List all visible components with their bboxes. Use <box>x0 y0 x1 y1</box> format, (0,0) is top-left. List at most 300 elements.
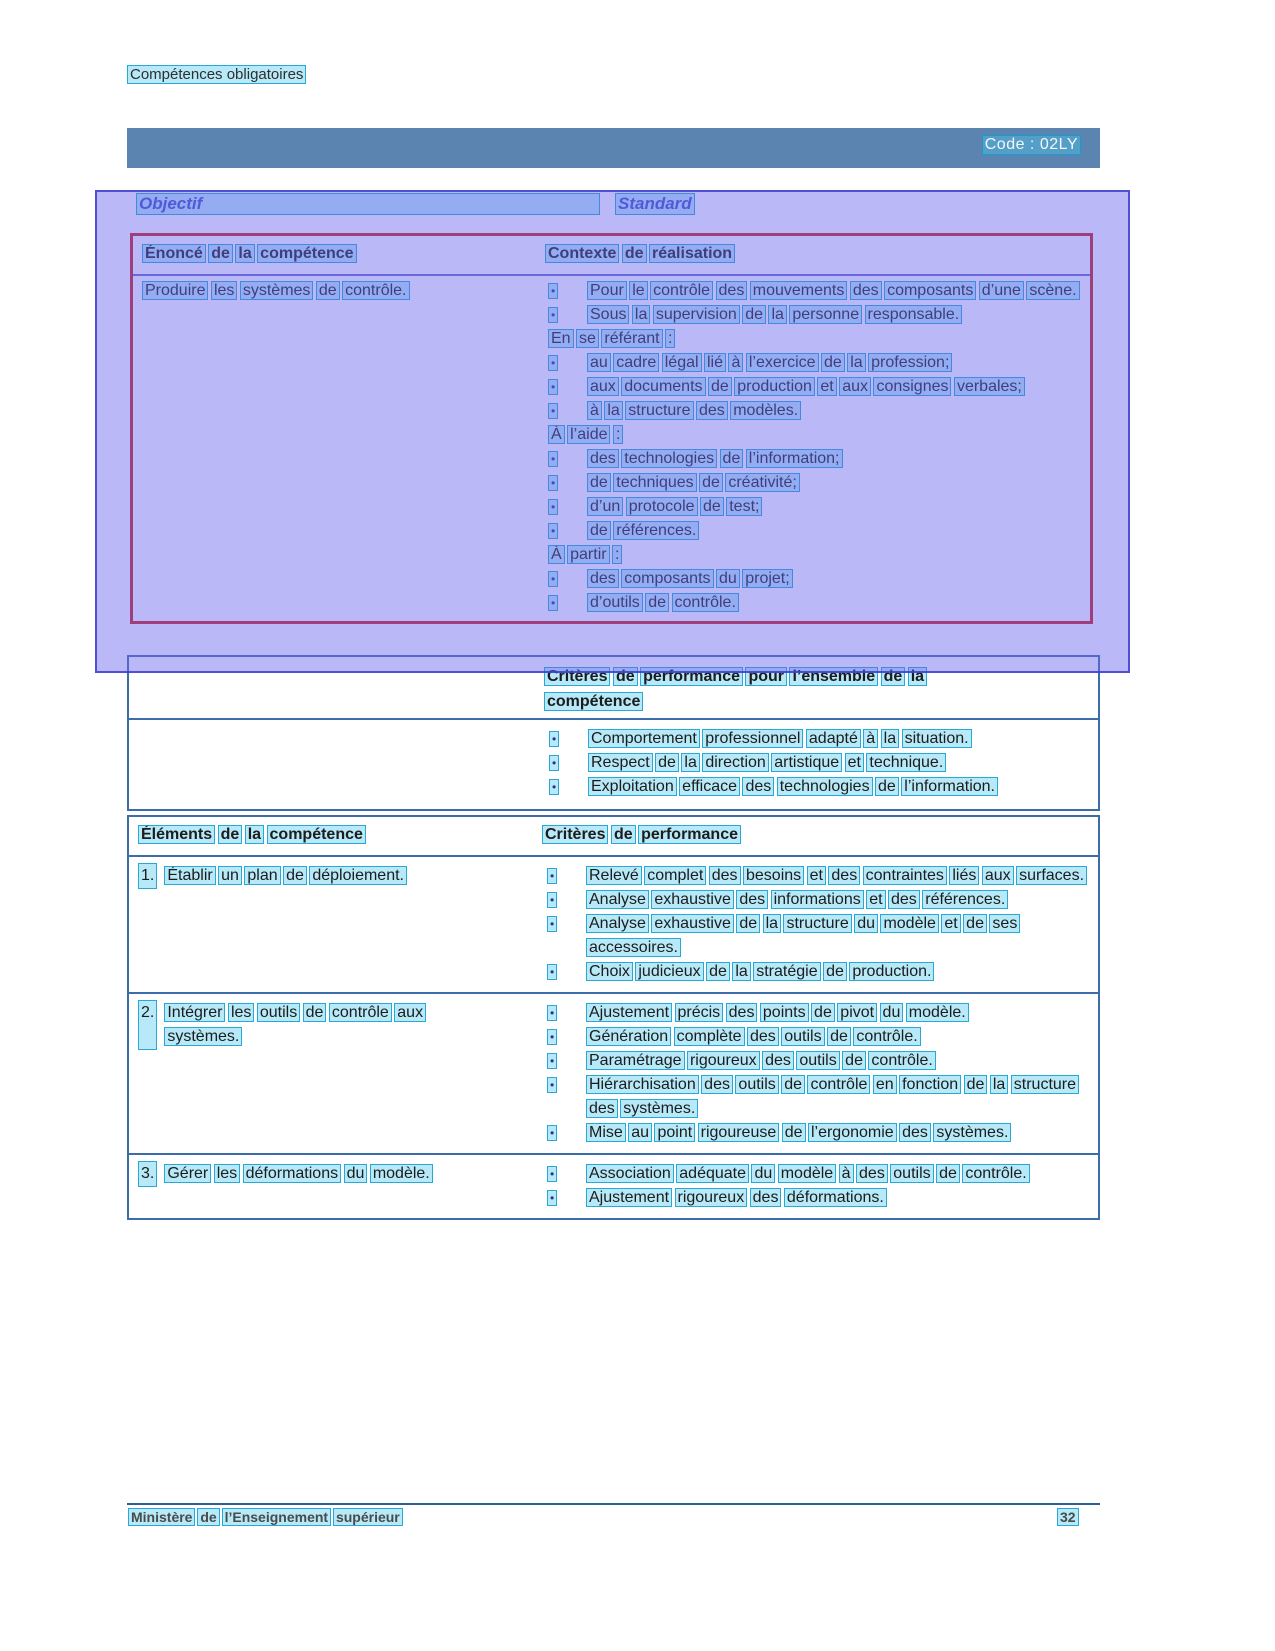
bullet-icon: • <box>551 308 556 322</box>
word-highlight: situation. <box>904 730 969 747</box>
code-label: Code : 02LY <box>984 136 1078 153</box>
word-highlight: contrôle <box>810 1076 868 1093</box>
bullet-icon: • <box>551 380 556 394</box>
table1-col1-header <box>143 245 356 262</box>
word-highlight: technique. <box>869 754 944 771</box>
context-text <box>588 351 1082 375</box>
word-highlight: Choix <box>589 963 630 980</box>
word-highlight: compétence <box>547 693 641 710</box>
word-highlight: composants <box>887 282 974 299</box>
competence-statement <box>143 279 538 303</box>
criteria-item <box>129 727 1098 751</box>
bullet-icon: • <box>551 356 556 370</box>
table-row <box>129 1153 1098 1218</box>
word-highlight: des <box>765 1052 791 1069</box>
word-highlight: Contexte <box>548 245 617 262</box>
word-highlight: de <box>739 915 758 932</box>
element-text <box>165 1162 497 1186</box>
word-highlight: la <box>910 668 925 685</box>
criteria-text <box>587 1186 1088 1210</box>
criteria-text <box>587 864 1088 888</box>
word-highlight: contrôle. <box>871 1052 933 1069</box>
word-highlight: Éléments <box>141 826 213 843</box>
word-highlight: point <box>657 1124 693 1141</box>
word-highlight: l’aide <box>570 426 608 443</box>
word-highlight: de <box>845 1052 863 1069</box>
word-highlight: en <box>875 1076 894 1093</box>
title-bar <box>127 128 1100 168</box>
word-highlight: et <box>869 891 883 908</box>
word-highlight: de <box>658 754 676 771</box>
element-text <box>165 1001 497 1049</box>
word-highlight: contrôle. <box>856 1028 918 1045</box>
word-highlight: Hiérarchisation <box>589 1076 696 1093</box>
criteria-item <box>537 1001 1088 1025</box>
word-highlight: de <box>220 826 240 843</box>
word-highlight: protocole <box>628 498 695 515</box>
criteria-item <box>537 864 1088 888</box>
word-highlight: Respect <box>591 754 650 771</box>
word-highlight: surfaces. <box>1019 867 1085 884</box>
word-highlight: des <box>728 1004 755 1021</box>
context-item <box>538 567 1082 591</box>
word-highlight: partir <box>570 546 607 563</box>
bullet-icon: • <box>551 524 556 538</box>
word-highlight: du <box>754 1165 773 1182</box>
word-highlight: de <box>966 1076 985 1093</box>
word-highlight: documents <box>624 378 703 395</box>
word-highlight: mouvements <box>752 282 845 299</box>
bullet-icon: • <box>550 1006 555 1020</box>
word-highlight: consignes <box>876 378 949 395</box>
word-highlight: de <box>318 282 337 299</box>
context-text <box>549 423 1082 447</box>
word-highlight: exhaustive <box>654 915 731 932</box>
context-item <box>538 399 1082 423</box>
word-highlight: artistique <box>774 754 840 771</box>
word-highlight: références. <box>616 522 697 539</box>
bullet-icon: • <box>550 1191 555 1205</box>
element-number: 2. <box>139 1001 156 1049</box>
word-highlight: du <box>882 1004 901 1021</box>
word-highlight: la <box>765 915 779 932</box>
word-highlight: des <box>739 891 766 908</box>
criteria-text <box>589 751 1098 775</box>
word-highlight: des <box>718 282 745 299</box>
element-number: 3. <box>139 1162 156 1186</box>
criteria-text <box>587 960 1088 984</box>
word-highlight: fonction <box>902 1076 959 1093</box>
word-highlight: technologies <box>779 778 870 795</box>
word-highlight: ses <box>992 915 1018 932</box>
word-highlight: Ajustement <box>589 1189 670 1206</box>
word-highlight: direction <box>705 754 766 771</box>
word-highlight: de <box>590 474 608 491</box>
word-highlight: du <box>857 915 875 932</box>
word-highlight: à <box>866 730 876 747</box>
criteria-item <box>537 1073 1088 1121</box>
word-highlight: systèmes. <box>167 1028 240 1045</box>
word-highlight: performance <box>643 668 740 685</box>
bullet-icon: • <box>550 1030 555 1044</box>
word-highlight: de <box>784 1124 803 1141</box>
bullet-icon: • <box>551 572 556 586</box>
context-item <box>538 351 1082 375</box>
word-highlight: de <box>883 668 903 685</box>
word-highlight: à <box>731 354 741 371</box>
word-highlight: Intégrer <box>167 1004 223 1021</box>
word-highlight: supervision <box>655 306 737 323</box>
word-highlight: liés <box>952 867 977 884</box>
word-highlight: technologies <box>624 450 715 467</box>
word-highlight: Analyse <box>589 891 646 908</box>
criteria-text <box>587 1073 1088 1121</box>
word-highlight: modèle. <box>372 1165 430 1182</box>
word-highlight: scène. <box>1029 282 1077 299</box>
criteria-text <box>589 727 1098 751</box>
word-highlight: de <box>613 826 633 843</box>
bullet-icon: • <box>551 452 556 466</box>
word-highlight: outils <box>799 1052 837 1069</box>
word-highlight: de <box>823 354 842 371</box>
bullet-icon: • <box>551 404 556 418</box>
word-highlight: des <box>590 570 616 587</box>
context-item <box>538 423 1082 447</box>
word-highlight: des <box>698 402 725 419</box>
context-text <box>588 567 1082 591</box>
context-item <box>538 519 1082 543</box>
element-text <box>165 864 497 888</box>
word-highlight: Association <box>589 1165 671 1182</box>
context-text <box>588 519 1082 543</box>
word-highlight: pivot <box>840 1004 875 1021</box>
word-highlight: de <box>722 450 741 467</box>
footer-divider <box>127 1503 1100 1505</box>
word-highlight: projet; <box>745 570 790 587</box>
word-highlight: lié <box>707 354 724 371</box>
word-highlight: de <box>830 1028 848 1045</box>
bullet-icon: • <box>550 869 555 883</box>
word-highlight: structure <box>1013 1076 1077 1093</box>
context-text <box>588 471 1082 495</box>
context-item <box>538 279 1082 303</box>
word-highlight: des <box>852 282 879 299</box>
bullet-icon: • <box>551 500 556 514</box>
word-highlight: au <box>590 354 608 371</box>
word-highlight: systèmes <box>242 282 311 299</box>
word-highlight: d’un <box>590 498 621 515</box>
word-highlight: Ajustement <box>589 1004 670 1021</box>
bullet-icon: • <box>551 596 556 610</box>
competence-statement-table <box>130 233 1093 624</box>
word-highlight: Mise <box>589 1124 623 1141</box>
table1-header-row <box>133 236 1090 276</box>
word-highlight: outils <box>784 1028 822 1045</box>
word-highlight: structure <box>786 915 849 932</box>
word-highlight: de <box>305 1004 324 1021</box>
word-highlight: Ministère <box>131 1509 193 1525</box>
table1-col2-header <box>546 245 734 262</box>
criteria-list <box>537 1001 1098 1145</box>
word-highlight: judicieux <box>638 963 701 980</box>
word-highlight: contrôle <box>653 282 711 299</box>
bullet-icon: • <box>550 1126 555 1140</box>
word-highlight: et <box>809 867 823 884</box>
bullet-icon: • <box>550 917 555 931</box>
context-item <box>538 327 1082 351</box>
word-highlight: contrôle <box>331 1004 389 1021</box>
word-highlight: un <box>221 867 239 884</box>
word-highlight: Exploitation <box>591 778 674 795</box>
word-highlight: outils <box>259 1004 298 1021</box>
table2-header-row <box>129 657 1098 720</box>
word-highlight: plan <box>247 867 278 884</box>
word-highlight: adapté <box>808 730 858 747</box>
criteria-text <box>587 888 1088 912</box>
word-highlight: des <box>859 1165 885 1182</box>
word-highlight: rigoureux <box>677 1189 745 1206</box>
page-number: 32 <box>1060 1509 1076 1525</box>
word-highlight: au <box>631 1124 650 1141</box>
word-highlight: légal <box>664 354 699 371</box>
word-highlight: l’ensemble <box>792 668 876 685</box>
word-highlight: personne <box>792 306 860 323</box>
word-highlight: déformations <box>245 1165 339 1182</box>
word-highlight: l’exercice <box>748 354 816 371</box>
word-highlight: accessoires. <box>589 939 678 956</box>
bullet-icon: • <box>552 756 557 770</box>
bullet-icon: • <box>552 732 557 746</box>
word-highlight: rigoureuse <box>700 1124 777 1141</box>
word-highlight: de <box>590 522 608 539</box>
word-highlight: des <box>704 1076 730 1093</box>
criteria-text <box>587 1001 1088 1025</box>
word-highlight: l’Enseignement <box>224 1509 329 1525</box>
word-highlight: référant <box>604 330 660 347</box>
word-highlight: la <box>992 1076 1006 1093</box>
criteria-item <box>537 1162 1088 1186</box>
word-highlight: de <box>710 378 729 395</box>
context-text <box>588 375 1082 399</box>
word-highlight: la <box>684 754 697 771</box>
word-highlight: Critères <box>545 826 606 843</box>
word-highlight: À <box>551 426 562 443</box>
word-highlight: rigoureux <box>689 1052 757 1069</box>
word-highlight: d’outils <box>590 594 640 611</box>
word-highlight: de <box>702 474 720 491</box>
word-highlight: aux <box>397 1004 424 1021</box>
context-item <box>538 375 1082 399</box>
criteria-item <box>537 888 1088 912</box>
word-highlight: verbales; <box>956 378 1022 395</box>
word-highlight: stratégie <box>756 963 818 980</box>
word-highlight: des <box>745 778 772 795</box>
word-highlight: outils <box>738 1076 776 1093</box>
word-highlight: la <box>735 963 748 980</box>
word-highlight: outils <box>893 1165 931 1182</box>
word-highlight: et <box>820 378 834 395</box>
context-list <box>538 279 1090 615</box>
criteria-text <box>587 1121 1088 1145</box>
word-highlight: la <box>771 306 784 323</box>
word-highlight: aux <box>590 378 616 395</box>
word-highlight: compétence <box>269 826 363 843</box>
word-highlight: informations <box>773 891 861 908</box>
bullet-icon: • <box>551 284 556 298</box>
table1-body-row <box>133 276 1090 621</box>
word-highlight: et <box>847 754 861 771</box>
context-item <box>538 543 1082 567</box>
word-highlight: précis <box>677 1004 721 1021</box>
criteria-list <box>537 1162 1098 1210</box>
context-text <box>588 447 1082 471</box>
word-highlight: Pour <box>590 282 624 299</box>
word-highlight: systèmes. <box>936 1124 1009 1141</box>
word-highlight: Sous <box>590 306 627 323</box>
word-highlight: de <box>939 1165 957 1182</box>
word-highlight: À <box>551 546 562 563</box>
context-text <box>588 495 1082 519</box>
word-highlight: de <box>878 778 896 795</box>
word-highlight: le <box>632 282 645 299</box>
table3-header-row <box>129 817 1098 857</box>
table-row <box>129 992 1098 1153</box>
word-highlight: l’ergonomie <box>810 1124 894 1141</box>
header-note-text: Compétences obligatoires <box>130 66 304 83</box>
bullet-icon: • <box>550 1078 555 1092</box>
context-item <box>538 591 1082 615</box>
criteria-item <box>129 751 1098 775</box>
word-highlight: : <box>667 330 673 347</box>
word-highlight: Établir <box>167 867 213 884</box>
word-highlight: Gérer <box>167 1165 209 1182</box>
word-highlight: la <box>247 826 262 843</box>
word-highlight: supérieur <box>335 1509 400 1525</box>
word-highlight: des <box>711 867 738 884</box>
word-highlight: se <box>579 330 596 347</box>
word-highlight: de <box>648 594 667 611</box>
word-highlight: modèle <box>883 915 936 932</box>
element-number: 1. <box>139 864 156 888</box>
context-text <box>588 591 1082 615</box>
word-highlight: la <box>607 402 620 419</box>
word-highlight: cadre <box>616 354 657 371</box>
word-highlight: aux <box>984 867 1011 884</box>
bullet-icon: • <box>552 780 557 794</box>
word-highlight: points <box>762 1004 806 1021</box>
word-highlight: de <box>709 963 727 980</box>
word-highlight: la <box>634 306 648 323</box>
word-highlight: test; <box>729 498 760 515</box>
table3-col1-header <box>139 826 365 843</box>
word-highlight: de <box>286 867 304 884</box>
standard-heading: Standard <box>618 194 692 213</box>
word-highlight: contrôle. <box>965 1165 1027 1182</box>
word-highlight: de <box>615 668 635 685</box>
bullet-icon: • <box>550 1054 555 1068</box>
word-highlight: de <box>200 1509 217 1525</box>
context-text <box>588 303 1082 327</box>
criteria-item <box>129 775 1098 799</box>
table3-col2-header <box>543 826 740 843</box>
word-highlight: de <box>624 245 644 262</box>
word-highlight: techniques <box>616 474 694 491</box>
word-highlight: des <box>890 891 917 908</box>
word-highlight: : <box>615 546 620 563</box>
word-highlight: Génération <box>589 1028 669 1045</box>
context-text <box>549 543 1082 567</box>
word-highlight: de <box>784 1076 803 1093</box>
word-highlight: production <box>737 378 812 395</box>
word-highlight: d’une <box>981 282 1021 299</box>
word-highlight: compétence <box>260 245 354 262</box>
criteria-list <box>537 864 1098 984</box>
bullet-icon: • <box>550 965 555 979</box>
criteria-item <box>537 912 1088 960</box>
word-highlight: En <box>551 330 571 347</box>
context-item <box>538 303 1082 327</box>
word-highlight: Analyse <box>589 915 646 932</box>
word-highlight: de <box>966 915 984 932</box>
word-highlight: des <box>750 1028 776 1045</box>
word-highlight: les <box>216 1165 238 1182</box>
criteria-text <box>587 1049 1088 1073</box>
word-highlight: réalisation <box>652 245 733 262</box>
word-highlight: de <box>814 1004 832 1021</box>
word-highlight: du <box>346 1165 365 1182</box>
bullet-icon: • <box>550 893 555 907</box>
word-highlight: Paramétrage <box>589 1052 682 1069</box>
word-highlight: la <box>238 245 252 262</box>
word-highlight: Critères <box>547 668 608 685</box>
word-highlight: responsable. <box>867 306 960 323</box>
word-highlight: la <box>883 730 897 747</box>
word-highlight: l’information; <box>748 450 840 467</box>
word-highlight: modèle <box>780 1165 834 1182</box>
objectif-heading: Objectif <box>137 194 599 214</box>
footer-ministry <box>129 1509 402 1525</box>
criteria-text <box>587 1162 1088 1186</box>
word-highlight: de <box>826 963 844 980</box>
word-highlight: des <box>831 867 858 884</box>
context-text <box>588 399 1082 423</box>
context-text <box>588 279 1082 303</box>
word-highlight: l’information. <box>904 778 995 795</box>
word-highlight: aux <box>842 378 868 395</box>
table2-header <box>545 664 1003 714</box>
word-highlight: : <box>615 426 621 443</box>
word-highlight: pour <box>748 668 784 685</box>
table-row <box>129 857 1098 992</box>
word-highlight: à <box>841 1165 851 1182</box>
criteria-item <box>537 1049 1088 1073</box>
word-highlight: déploiement. <box>312 867 404 884</box>
word-highlight: complet <box>647 867 704 884</box>
word-highlight: adéquate <box>679 1165 747 1182</box>
context-item <box>538 447 1082 471</box>
context-item <box>538 495 1082 519</box>
word-highlight: contraintes <box>865 867 944 884</box>
word-highlight: systèmes. <box>623 1100 696 1117</box>
word-highlight: structure <box>628 402 691 419</box>
global-criteria-table <box>127 655 1100 811</box>
word-highlight: références. <box>925 891 1006 908</box>
context-text <box>549 327 1082 351</box>
word-highlight: efficace <box>682 778 738 795</box>
word-highlight: exhaustive <box>654 891 731 908</box>
criteria-item <box>537 1186 1088 1210</box>
word-highlight: besoins <box>746 867 802 884</box>
